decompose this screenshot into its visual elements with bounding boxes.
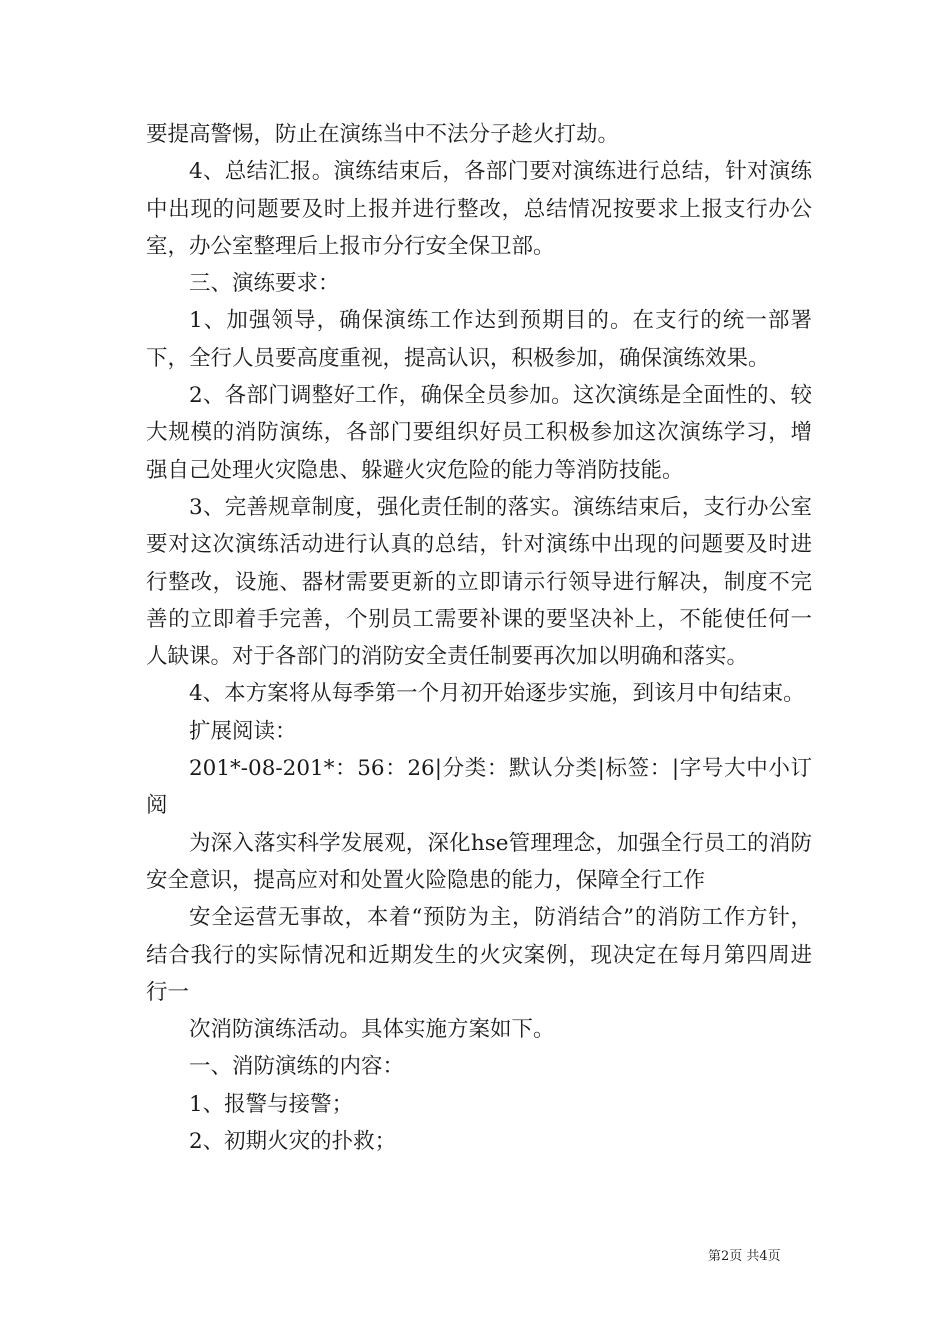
post-meta: 201*-08-201*：56：26|分类：默认分类|标签：|字号大中小订阅 — [146, 756, 812, 819]
list-item: 2、初期火灾的扑救； — [189, 1129, 397, 1155]
paragraph: 次消防演练活动。具体实施方案如下。 — [189, 1017, 555, 1043]
paragraph: 为深入落实科学发展观，深化hse管理理念，加强全行员工的消防安全意识，提高应对和处置火险隐患的能力，保障全行工作 — [146, 830, 812, 893]
extended-reading-label: 扩展阅读： — [189, 718, 297, 744]
document-body — [146, 116, 812, 1160]
paragraph: 4、本方案将从每季第一个月初开始逐步实施，到该月中旬结束。 — [189, 681, 805, 707]
paragraph: 1、加强领导，确保演练工作达到预期目的。在支行的统一部署下，全行人员要高度重视，提高认识，积极参加，确保演练效果。 — [146, 308, 812, 371]
section-heading: 三、演练要求： — [189, 271, 340, 297]
paragraph: 2、各部门调整好工作，确保全员参加。这次演练是全面性的、较大规模的消防演练，各部门要组织好员工积极参加这次演练学习，增强自己处理火灾隐患、躲避火灾危险的能力等消防技能。 — [146, 383, 812, 483]
section-heading: 一、消防演练的内容： — [189, 1054, 405, 1080]
list-item: 1、报警与接警； — [189, 1091, 354, 1117]
paragraph: 安全运营无事故，本着“预防为主，防消结合”的消防工作方针，结合我行的实际情况和近期发生的火灾案例，现决定在每月第四周进行一 — [146, 905, 812, 1005]
page-number: 第2页 共4页 — [708, 1249, 781, 1264]
paragraph: 4、总结汇报。演练结束后，各部门要对演练进行总结，针对演练中出现的问题要及时上报并进行整改，总结情况按要求上报支行办公室，办公室整理后上报市分行安全保卫部。 — [146, 159, 812, 259]
paragraph: 3、完善规章制度，强化责任制的落实。演练结束后，支行办公室要对这次演练活动进行认真的总结，针对演练中出现的问题要及时进行整改，设施、器材需要更新的立即请示行领导进行解决，制度不完善的立即着手完善，个别员工需要补课的要坚决补上，不能使任何一人缺课。对于各部门的消防安全责任制要再次加以明确和落实。 — [146, 494, 812, 670]
paragraph: 要提高警惕，防止在演练当中不法分子趁火打劫。 — [146, 122, 620, 147]
